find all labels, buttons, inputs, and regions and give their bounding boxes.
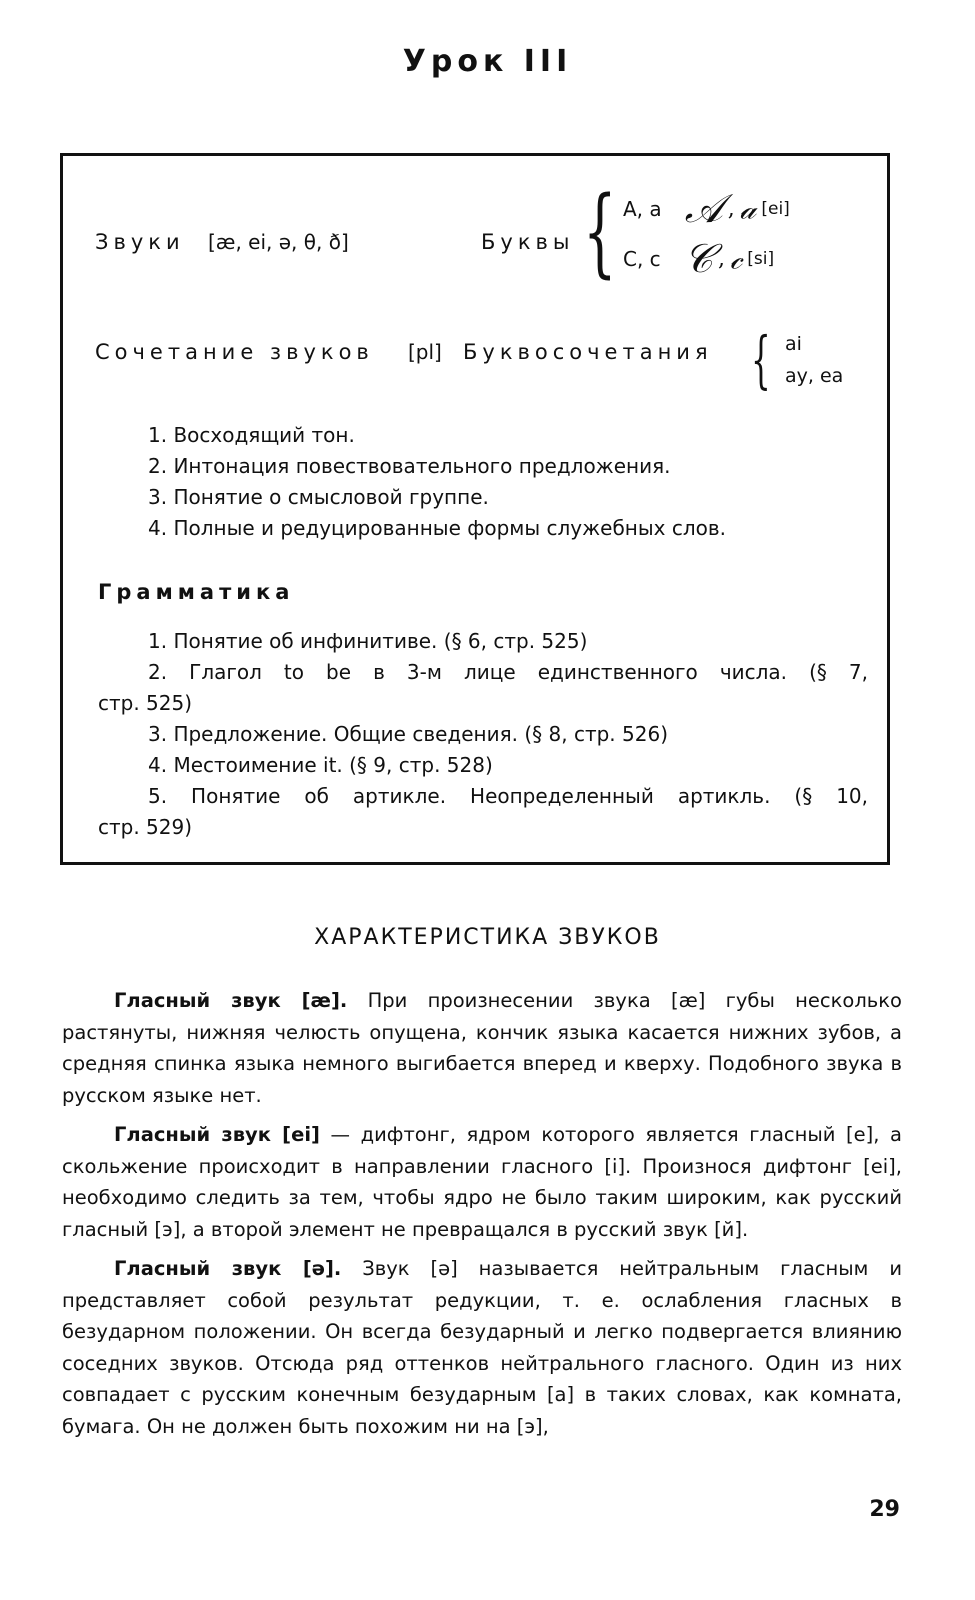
list-item: 2. Глагол to be в 3-м лице единственного числа. (§ 7,: [148, 660, 868, 684]
letter-comb-label: Буквосочетания: [463, 340, 713, 364]
grammar-heading: Грамматика: [98, 580, 295, 604]
list-item: 3. Понятие о смысловой группе.: [148, 485, 489, 509]
combination-value: [pl]: [408, 340, 442, 364]
letter-row-c: [623, 236, 774, 282]
paragraph: [62, 1119, 902, 1245]
letter-transcription: [si]: [747, 249, 775, 269]
letters-brace: {: [583, 176, 617, 288]
list-item: 1. Понятие об инфинитиве. (§ 6, стр. 525): [148, 629, 588, 653]
comma: ,: [727, 196, 735, 222]
letter-comb-brace: {: [751, 323, 771, 396]
list-item: 4. Полные и редуцированные формы служебных слов.: [148, 516, 726, 540]
list-item: 1. Восходящий тон.: [148, 423, 355, 447]
list-item: 5. Понятие об артикле. Неопределенный артикль. (§ 10,: [148, 784, 868, 808]
sounds-value: [æ, ei, ə, θ, ð]: [208, 230, 349, 254]
comma: ,: [718, 246, 726, 272]
paragraph-text: Звук [ə] называется нейтральным гласным и представляет собой результат редукции, т. е. ослабления гласных в безударном положении. Он всегда безударный и легко подвергается влиянию соседних звуков. Отсюда ряд оттенков нейтрального гласного. Один из них совпадает с русским конечным безударным [а] в таких словах, как комната, бумага. Он не должен быть похожим ни на [э],: [62, 1257, 902, 1438]
lesson-summary-box: [60, 153, 890, 865]
paragraph: [62, 985, 902, 1111]
letter-script-upper: 𝒞: [683, 236, 713, 282]
paragraph-lead: Гласный звук [æ].: [114, 989, 348, 1012]
paragraph-text: — дифтонг, ядром которого является гласный [e], а скольжение происходит в направлении гласного [i]. Произнося дифтонг [ei], необходимо следить за тем, чтобы ядро не было таким широким, как русский гласный [э], а второй элемент не превращался в русский звук [й].: [62, 1123, 902, 1241]
paragraph-text: При произнесении звука [æ] губы несколько растянуты, нижняя челюсть опущена, кончик языка касается нижних зубов, а средняя спинка языка немного выгибается вперед и кверху. Подобного звука в русском языке нет.: [62, 989, 902, 1107]
paragraph-lead: Гласный звук [ei]: [114, 1123, 320, 1146]
letter-script-upper: 𝒜: [684, 186, 723, 232]
list-item-continuation: стр. 529): [98, 815, 193, 839]
paragraph-lead: Гласный звук [ə].: [114, 1257, 342, 1280]
list-item: 3. Предложение. Общие сведения. (§ 8, стр. 526): [148, 722, 668, 746]
body-text: [62, 985, 902, 1450]
letter-row-a: [623, 186, 790, 232]
letters-label: Буквы: [481, 230, 575, 254]
page-number: 29: [869, 1497, 900, 1522]
paragraph: [62, 1253, 902, 1442]
phonetics-list: [148, 420, 726, 544]
letter-script-lower: 𝒸: [730, 241, 743, 277]
list-item: 2. Интонация повествовательного предложения.: [148, 454, 671, 478]
section-heading: ХАРАКТЕРИСТИКА ЗВУКОВ: [314, 925, 661, 950]
list-item-continuation: стр. 525): [98, 691, 193, 715]
letter-print: A, a: [623, 197, 662, 221]
combination-label: Сочетание звуков: [95, 340, 374, 364]
grammar-list: [98, 626, 868, 843]
letter-script-lower: 𝒶: [739, 191, 757, 227]
lesson-title: Урок III: [402, 44, 573, 79]
list-item: 4. Местоимение it. (§ 9, стр. 528): [148, 753, 493, 777]
letter-comb-value: ai: [785, 333, 802, 355]
letter-print: C, c: [623, 247, 661, 271]
sounds-label: Звуки: [95, 230, 185, 254]
letter-transcription: [ei]: [761, 199, 790, 219]
letter-comb-value: ay, ea: [785, 365, 844, 387]
